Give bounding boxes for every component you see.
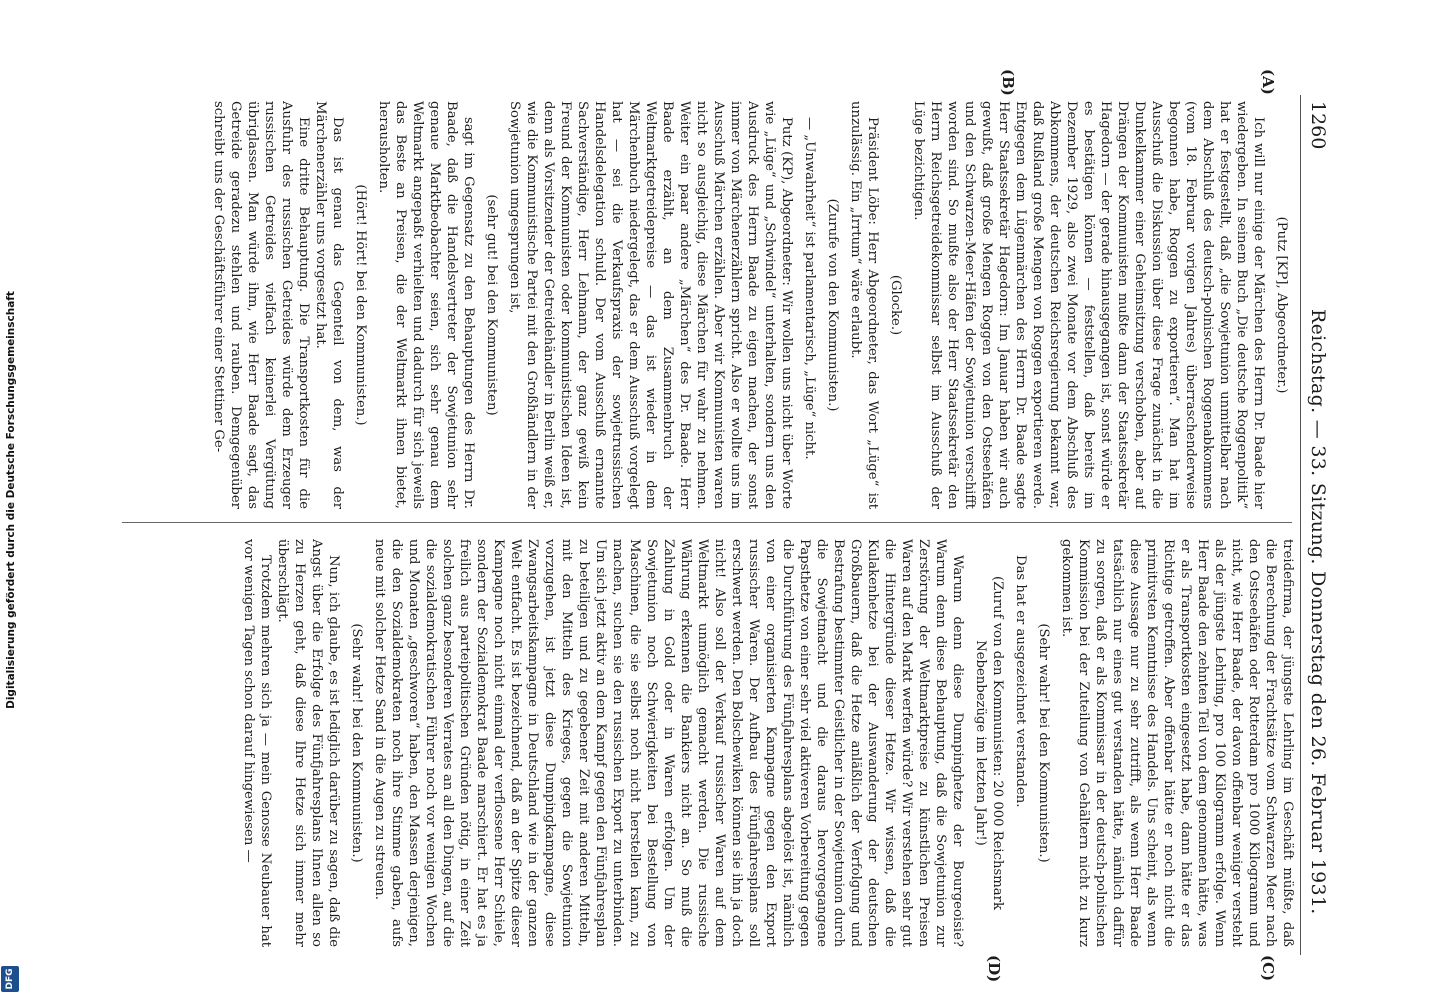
paragraph: Ich will nur einige der Märchen des Herrn Dr. Baade hier wiedergeben. In seinem Buch „Die deutsche Roggenpolitik“ hat er festgestellt, daß „die Sowjetunion unmittelbar nach dem Abschluß des deutsch-polnischen Roggenabkommens (vom 18. Februar vorigen Jahres) überraschenderweise begonnen habe, Roggen zu exportieren“. Man hat im Ausschuß die Diskussion über diese Frage zunächst in die Dunkelkammer einer Geheimsitzung verschoben, aber auf Drängen der Kommunisten mußte dann der Staatssekretär Hagedorn — der gerade hinausgegangen ist, sonst würde er es bestätigen können — feststellen, daß bereits im Dezember 1929, also zwei Monate vor dem Abschluß des Abkommens, der deutschen Reichsregierung bekannt war, daß Rußland große Mengen von Roggen exportieren werde. Entgegen dem Lügenmärchen des Herrn Dr. Baade sagte Herr Staatssekretär Hagedorn: Im Januar haben wir auch gewußt, daß große Mengen Roggen von den Ostseehäfen und den Schwarzen-Meer-Häfen der Sowjetunion verschifft worden sind. So mußte also der Herr Staatssekretär den Herrn Reichsgetreidekommissar selbst im Ausschuß der Lüge bezichtigen. bbox=[911, 101, 1266, 509]
page-header bbox=[1304, 95, 1332, 955]
paragraph: Putz (KP), Abgeordneter: Wir wollen uns nicht über Worte wie „Lüge“ und „Schwindel“ unterhalten, sondern uns den Ausdruck des Herrn Baade zu eigen machen, der sonst immer von Märchenerzählern spricht. Also er wollte uns im Ausschuß Märchen erzählen. Aber wir Kommunisten waren nicht so ausgleichig, diese Märchen für wahr zu nehmen. Weiter ein paar andere „Märchen“ des Dr. Baade. Herr Baade erzählt, an dem Zusammenbruch der Weltmarktgetreidepreise — das ist wieder in dem Märchenbuch niedergelegt, das er dem Ausschuß vorgelegt hat — sei die Verkaufspraxis der sowjetrussischen Handelsdelegation schuld. Der vom Ausschuß ernannte Sachverständige, Herr Lehmann, der ganz gewiß kein Freund der Kommunisten oder kommunistischen Ideen ist, denn als Vorsitzender der Getreidehändler in Berlin weiß er, wie die Kommunistische Partei mit den Großhändlern in der Sowjetunion umgesprungen ist, bbox=[507, 101, 794, 509]
paragraph: — „Unwahrheit“ ist parlamentarisch, „Lüge“ nicht. bbox=[802, 117, 817, 460]
paragraph: Eine dritte Behauptung. Die Transportkosten für die Ausfuhr des russischen Getreides würde dem Erzeuger russischen Getreides vielfach keinerlei Vergütung übriglassen. Man würde ihm, wie Herr Baade sagt, das Getreide geradezu stehlen und rauben. Demgegenüber schreibt uns der Geschäftsführer einer Stettiner Ge- bbox=[211, 101, 311, 509]
interjection: (sehr gut! bei den Kommunisten) bbox=[484, 194, 499, 416]
paragraph: sagt im Gegensatz zu den Behauptungen des Herrn Dr. Baade, daß die Handelsvertreter der Sowjetunion sehr genaue Marktbeobachter seien, sich sehr genau dem Weltmarkt angepaßt verhielten und dadurch für sich jeweils das Beste an Preisen, die der Weltmarkt ihnen bietet, herausholten. bbox=[376, 101, 476, 509]
digitization-credit: Digitalisierung gefördert durch die Deutsche Forschungsgemeinschaft bbox=[5, 291, 17, 709]
column-divider bbox=[122, 522, 1292, 523]
paragraph: Warum denn diese Dumpinghetze der Bourgeoisie? Warum denn diese Behauptung, daß die Sowjetunion zur Zerstörung der Weltmarktpreise zu künstlichen Preisen Waren auf den Markt werfen würde? Wir verstehen sehr gut die Hintergründe dieser Hetze. Wir wissen, daß die Kulakenhetze bei der Auswanderung der deutschen Großbauern, daß die Hetze anläßlich der Verfolgung und Bestrafung bestimmter Geistlicher in der Sowjetunion durch die Sowjetmacht und die daraus hervorgegangene Papsthetze von einer sehr viel aktiveren Vorbereitung gegen die Durchführung des Fünfjahresplans abgelöst ist, nämlich von einer organisierten Kampagne gegen den Export russischer Waren. Der Aufbau des Fünfjahresplans soll erschwert werden. Den Bolschewiken können sie ihn ja doch nicht! Also soll der Verkauf russischer Waren auf dem Weltmarkt unmöglich gemacht werden. Die russische Währung erkennen die Bankiers nicht an. So muß die Zahlung in Gold oder in Waren erfolgen. Um der Sowjetunion noch Schwierigkeiten bei Bestellung von Maschinen, die sie selbst noch nicht herstellen kann, zu machen, suchen sie den russischen Export zu unterbinden. Um sich jetzt aktiv an dem Kampf gegen den Fünfjahresplan zu beteiligen und zu gegebener Zeit mit anderen Mitteln, mit den Mitteln des Krieges, gegen die Sowjetunion vorzugehen, ist jetzt diese Dumpingkampagne, diese Zwangsarbeitskampagne in Deutschland wie in der ganzen Welt entfacht. Es ist bezeichnend, daß an der Spitze dieser Kampagne noch nicht einmal der verflossene Herr Schiele, sondern der Sozialdemokrat Baade marschiert. Er hat es ja freilich aus parteipolitischen Gründen nötig, in einer Zeit solchen ganz besonderen Verrates an all den Dingen, auf die die sozialdemokratischen Führer noch vor wenigen Wochen und Monaten „geschworen“ haben, den Massen derjenigen, die den Sozialdemokraten noch ihre Stimme gaben, aufs neue mit solcher Hetze Sand in die Augen zu streuen. bbox=[372, 539, 965, 947]
scanned-page bbox=[114, 69, 1332, 983]
interjection: (Hört! Hört! bei den Kommunisten.) bbox=[353, 184, 368, 426]
header-rule bbox=[1300, 95, 1301, 955]
dfg-logo bbox=[1, 966, 19, 992]
paragraph: Trotzdem mehren sich ja — mein Genosse Neubauer hat vor wenigen Tagen schon darauf hingewiesen — bbox=[241, 539, 273, 947]
interjection: (Zurufe von den Kommunisten.) bbox=[825, 198, 840, 412]
interjection: (Sehr wahr! bei den Kommunisten.) bbox=[349, 623, 364, 863]
running-head: Reichstag. — 33. Sitzung. Donnerstag den 26. Februar 1931. bbox=[1307, 309, 1329, 915]
paragraph: Präsident Löbe: Herr Abgeordneter, das Wort „Lüge“ ist unzulässig. Ein „Irrtum“ wäre erlaubt. bbox=[848, 101, 880, 509]
interjection: (Glocke.) bbox=[888, 274, 903, 336]
interjection: (Sehr wahr! bei den Kommunisten.) bbox=[1036, 623, 1051, 863]
interjection: (Zuruf von den Kommunisten: 20 000 Reichsmark Nebenbezüge im letzten Jahr!) bbox=[973, 576, 1005, 910]
paragraph: treidefirma, der jüngste Lehrling im Geschäft müßte, daß die Berechnung der Frachtsätze vom Schwarzen Meer nach den Ostseehäfen oder Rotterdam pro 1000 Kilogramm und nicht, wie Herr Baade, der davon offenbar weniger versteht als der jüngste Lehrling, pro 100 Kilogramm erfolge. Wenn Herr Baade den zehnten Teil von dem genommen hätte, was er als Transportkosten eingesetzt habe, dann hätte er das Richtige getroffen. Aber offenbar hätte er noch nicht die primitivsten Kenntnisse des Handels. Uns scheint, als wenn diese Aussage nur zu sehr zutrifft, als wenn Herr Baade tatsächlich nur eines gut verstanden hätte, nämlich daffür zu sorgen, daß er als Kommissar in der deutsch-polnischen Kommission bei der Zuteilung von Gehältern nicht zu kurz gekommen ist. bbox=[1059, 539, 1295, 947]
margin-marker-a: (A) bbox=[1259, 69, 1277, 95]
dfg-logo-text: DFG bbox=[5, 968, 15, 990]
right-column bbox=[116, 539, 1296, 947]
speaker-note: (Putz [KP], Abgeordneter.) bbox=[1274, 216, 1289, 394]
paragraph: Nun, ich glaube, es ist lediglich darüber zu sagen, daß die Angst über die Erfolge des Fünfjahresplans Ihnen allen so zu Herzen geht, daß diese Ihre Hetze sich immer mehr überschlägt. bbox=[275, 539, 341, 947]
footer-strip bbox=[0, 0, 18, 1000]
margin-marker-d: (D) bbox=[985, 955, 1003, 983]
margin-marker-c: (C) bbox=[1259, 955, 1277, 982]
paragraph: Das ist genau das Gegenteil von dem, was der Märchenerzähler uns vorgesetzt hat. bbox=[313, 101, 345, 509]
margin-marker-b: (B) bbox=[999, 69, 1017, 96]
left-column bbox=[116, 101, 1296, 509]
page-number: 1260 bbox=[1307, 101, 1329, 150]
paragraph: Das hat er ausgezeichnet verstanden. bbox=[1013, 555, 1028, 808]
